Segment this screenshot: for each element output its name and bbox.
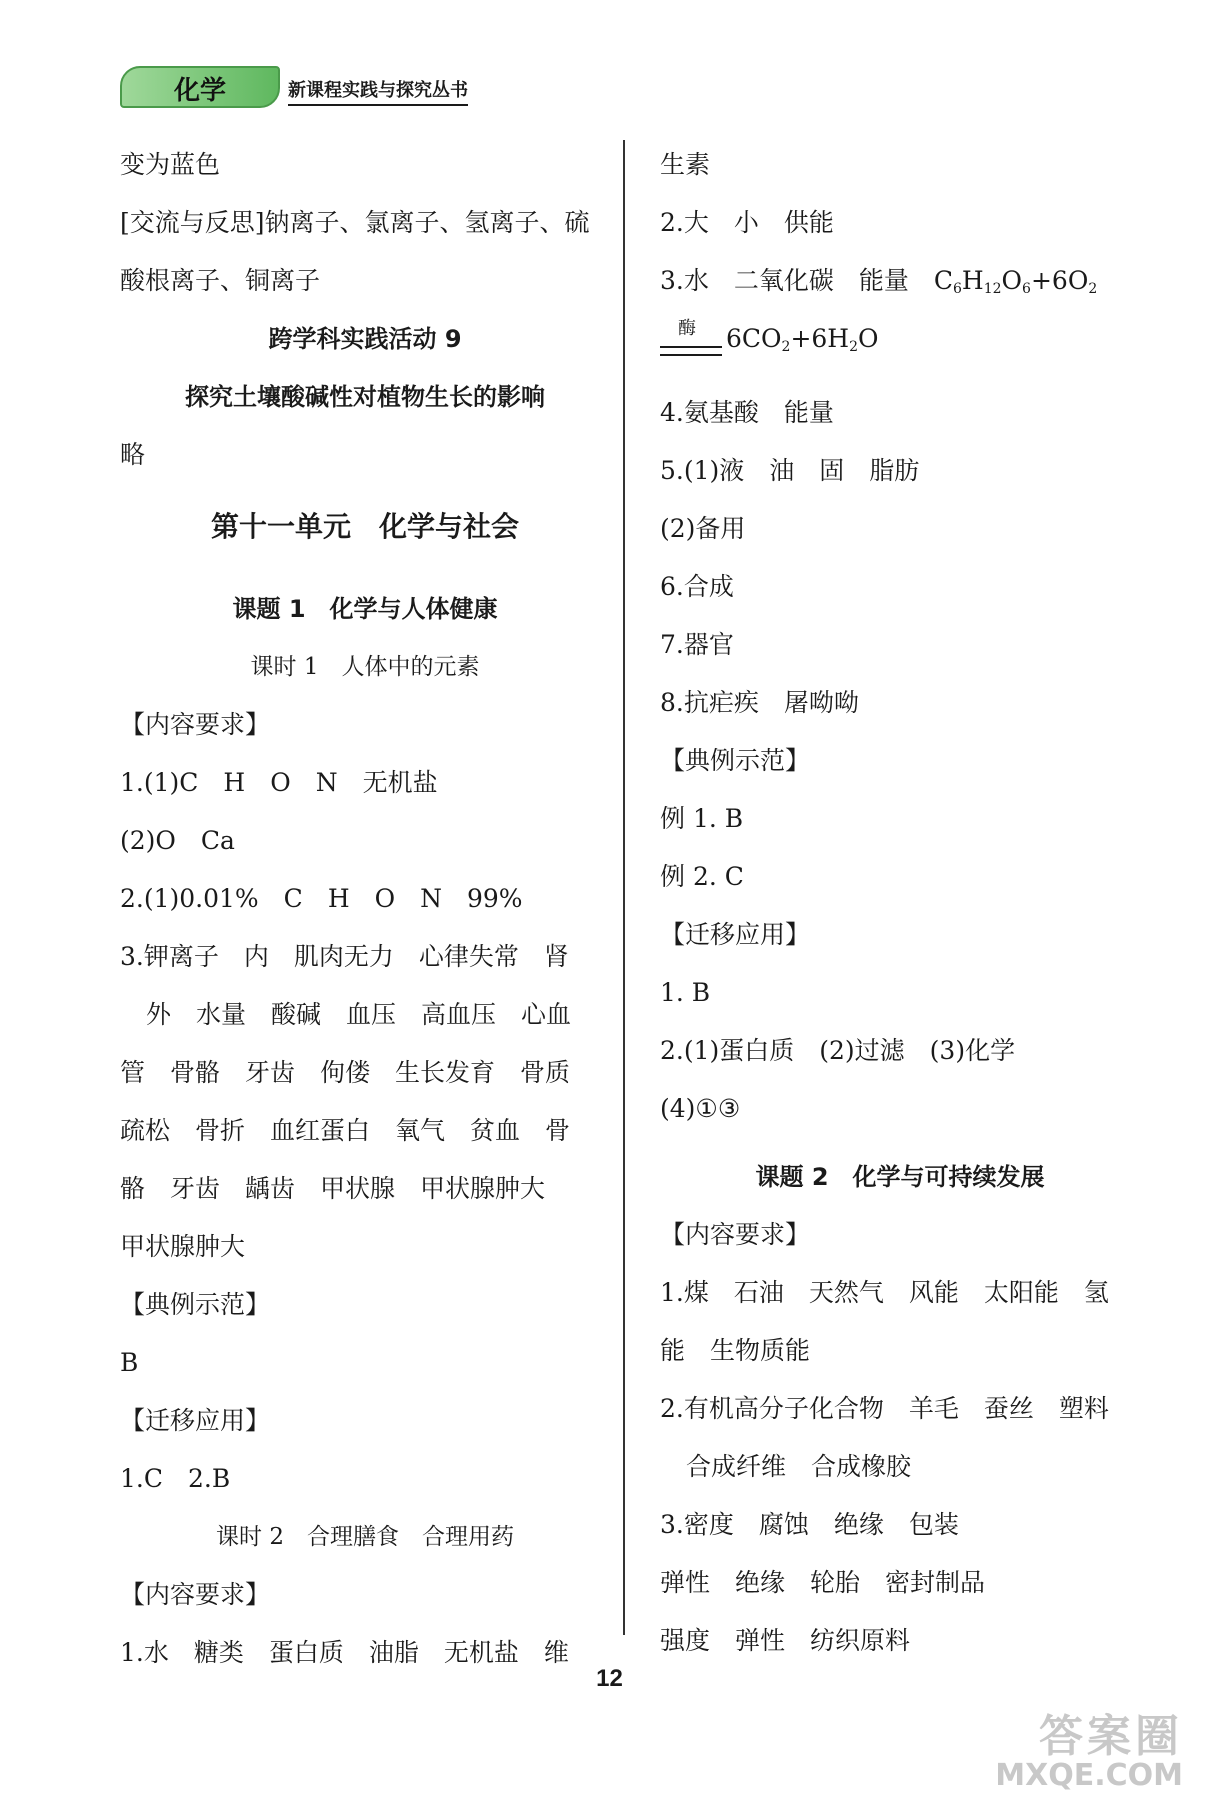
page-number: 12 [596, 1665, 623, 1692]
answer-line: 甲状腺肿大 [120, 1232, 246, 1261]
watermark [953, 1700, 1183, 1793]
lesson-title: 课时 1 人体中的元素 [250, 654, 480, 680]
answer-line: 1.煤 石油 天然气 风能 太阳能 氢 [660, 1278, 1109, 1307]
section-label: 【内容要求】 [660, 1220, 811, 1249]
answer-line: B [120, 1348, 139, 1377]
text-line: [交流与反思]钠离子、氯离子、氢离子、硫 [120, 208, 590, 237]
section-label: 【典例示范】 [660, 746, 811, 775]
right-column [660, 136, 1140, 1670]
answer-line: 8.抗疟疾 屠呦呦 [660, 688, 859, 717]
answer-line: 合成纤维 合成橡胶 [686, 1452, 912, 1481]
equals-sign [660, 346, 722, 356]
reaction-products: $6CO_2+6H_2O$ [726, 324, 879, 355]
answer-line: 1. B [660, 978, 711, 1007]
answer-line: 3.密度 腐蚀 绝缘 包装 [660, 1510, 959, 1539]
lesson-title: 课时 2 合理膳食 合理用药 [216, 1524, 514, 1550]
answer-line: 2.(1)蛋白质 (2)过滤 (3)化学 [660, 1036, 1016, 1065]
answer-line: 弹性 绝缘 轮胎 密封制品 [660, 1568, 986, 1597]
section-label: 【内容要求】 [120, 1580, 271, 1609]
text-line: 酸根离子、铜离子 [120, 266, 321, 295]
section-label: 【典例示范】 [120, 1290, 271, 1319]
answer-line: 6.合成 [660, 572, 734, 601]
topic-title: 课题 1 化学与人体健康 [232, 595, 498, 623]
answer-line: 4.氨基酸 能量 [660, 398, 834, 427]
page-header [120, 62, 500, 108]
answer-line: 2.有机高分子化合物 羊毛 蚕丝 塑料 [660, 1394, 1109, 1423]
activity-answer: 略 [120, 440, 146, 469]
answer-line-formula: 3.水 二氧化碳 能量 $C_6H_{12}O_6+6O_2$ [660, 266, 1098, 297]
answer-line: 能 生物质能 [660, 1336, 811, 1365]
reaction-condition: 酶 [678, 318, 696, 339]
answer-line: 例 1. B [660, 804, 744, 833]
section-label: 【内容要求】 [120, 710, 271, 739]
text-line: 变为蓝色 [120, 150, 221, 179]
answer-line: 例 2. C [660, 862, 744, 891]
answer-line: 1.水 糖类 蛋白质 油脂 无机盐 维 [120, 1638, 569, 1667]
answer-line: 1.(1)C H O N 无机盐 [120, 768, 438, 797]
answer-line: 5.(1)液 油 固 脂肪 [660, 456, 920, 485]
answer-line: 2.大 小 供能 [660, 208, 834, 237]
left-column [120, 136, 610, 1682]
answer-line: (2)O Ca [120, 826, 235, 855]
answer-line: 1.C 2.B [120, 1464, 231, 1493]
answer-line: (4)①③ [660, 1094, 741, 1123]
answer-line: 2.(1)0.01% C H O N 99% [120, 884, 523, 913]
answer-line: 骼 牙齿 龋齿 甲状腺 甲状腺肿大 [120, 1174, 546, 1203]
topic-title: 课题 2 化学与可持续发展 [755, 1163, 1045, 1191]
watermark-text: 答案圈 [1039, 1711, 1183, 1762]
answer-line: 强度 弹性 纺织原料 [660, 1626, 911, 1655]
answer-line: 疏松 骨折 血红蛋白 氧气 贫血 骨 [120, 1116, 571, 1145]
section-label: 【迁移应用】 [120, 1406, 271, 1435]
subject-badge [120, 66, 280, 108]
answer-line: (2)备用 [660, 514, 746, 543]
section-label: 【迁移应用】 [660, 920, 811, 949]
answer-line: 生素 [660, 150, 711, 179]
answer-line: 3.钾离子 内 肌肉无力 心律失常 肾 [120, 942, 569, 971]
unit-title: 第十一单元 化学与社会 [210, 510, 519, 543]
activity-subtitle: 探究土壤酸碱性对植物生长的影响 [185, 383, 545, 411]
watermark-url: MXQE.COM [995, 1758, 1183, 1793]
answer-line: 外 水量 酸碱 血压 高血压 心血 [146, 1000, 572, 1029]
answer-line: 管 骨骼 牙齿 佝偻 生长发育 骨质 [120, 1058, 571, 1087]
series-title: 新课程实践与探究丛书 [288, 76, 468, 106]
activity-title: 跨学科实践活动 9 [268, 325, 462, 353]
subject-label: 化学 [173, 76, 226, 106]
answer-line: 7.器官 [660, 630, 734, 659]
column-divider [623, 140, 625, 1635]
reaction-equation [660, 310, 1140, 384]
